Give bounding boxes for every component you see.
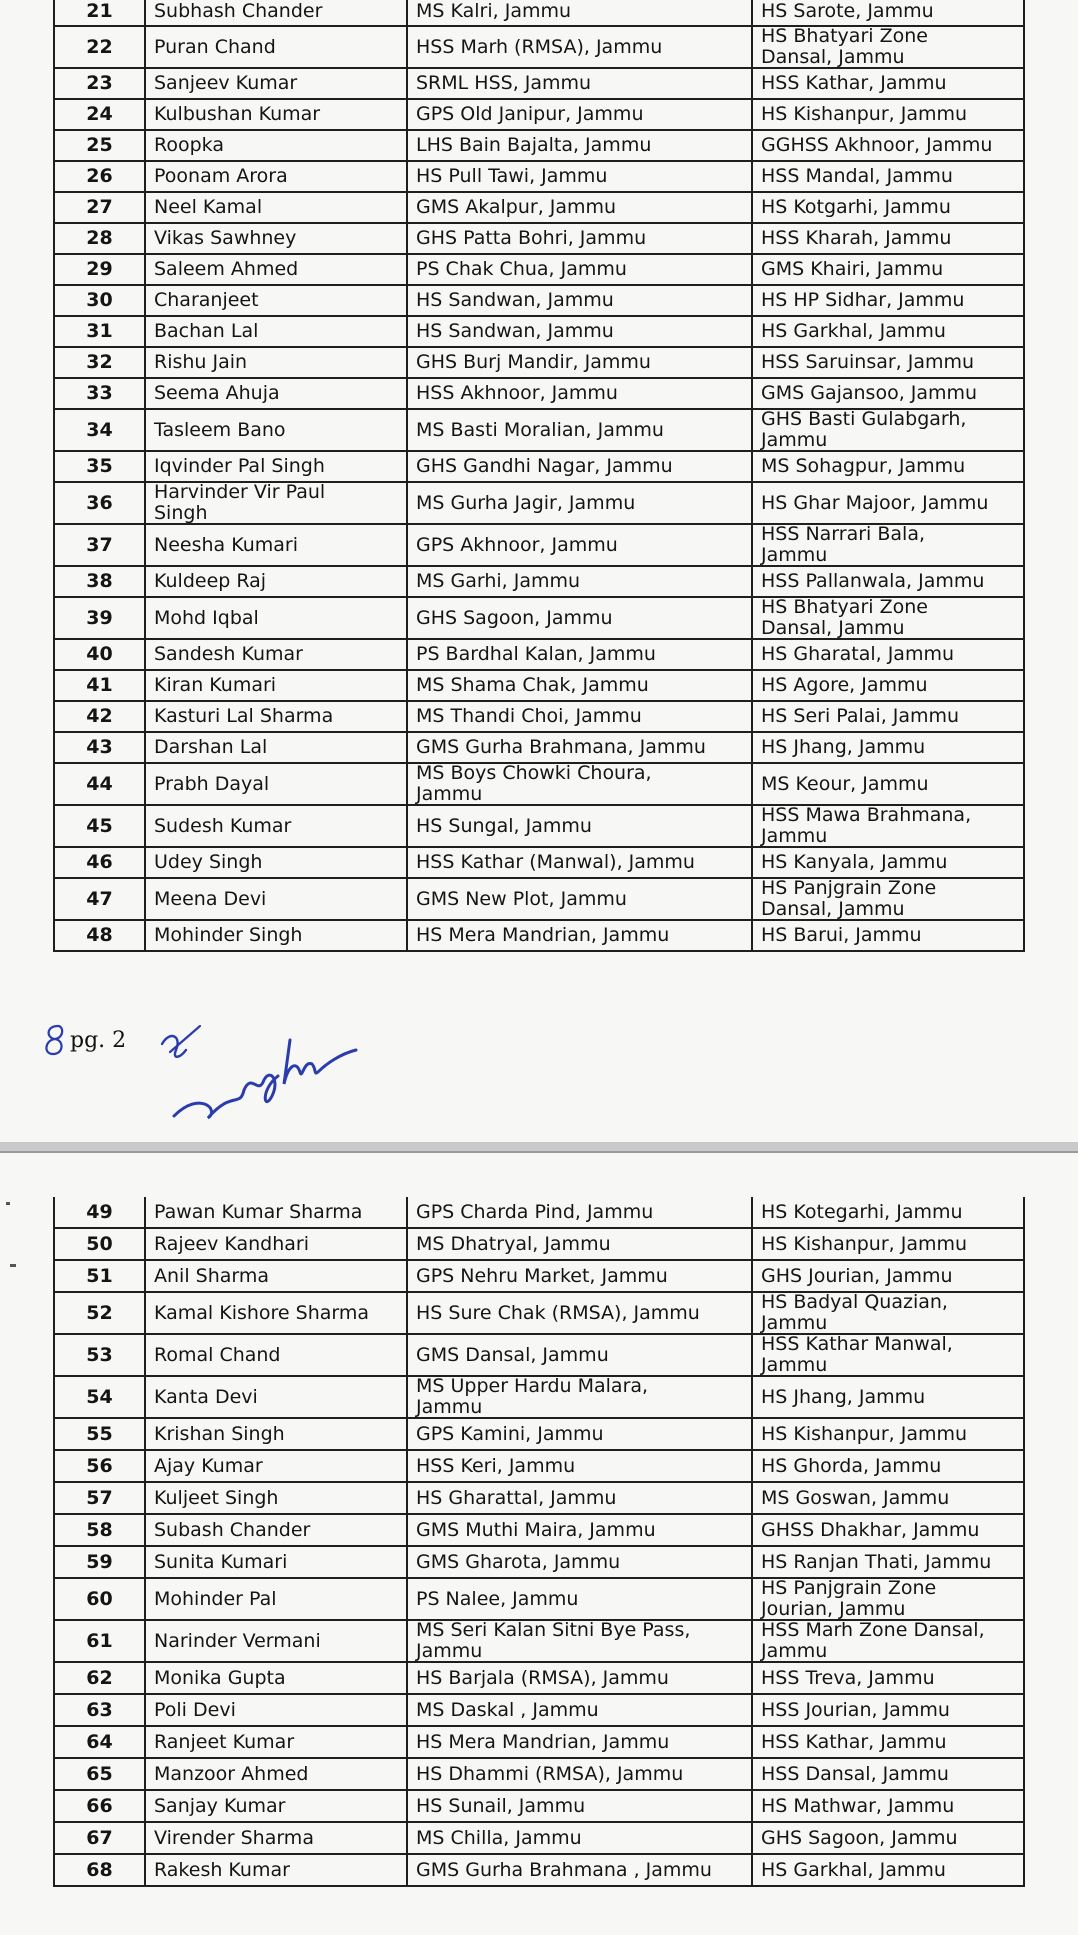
new-posting-cell: HS Ghorda, Jammu bbox=[753, 1451, 1025, 1483]
employee-name-cell: Monika Gupta bbox=[146, 1663, 408, 1695]
new-posting-cell: HSS Pallanwala, Jammu bbox=[753, 567, 1025, 598]
new-posting-cell: HS Gharatal, Jammu bbox=[753, 640, 1025, 671]
employee-name-cell: Poonam Arora bbox=[146, 162, 408, 193]
present-posting-cell: GPS Akhnoor, Jammu bbox=[408, 525, 753, 567]
employee-name-cell: Kasturi Lal Sharma bbox=[146, 702, 408, 733]
serial-number-cell: 34 bbox=[55, 410, 146, 452]
employee-name-cell: Sudesh Kumar bbox=[146, 806, 408, 848]
present-posting-cell: MS Shama Chak, Jammu bbox=[408, 671, 753, 702]
present-posting-cell: HS Mera Mandrian, Jammu bbox=[408, 1727, 753, 1759]
present-posting-cell: HS Sungal, Jammu bbox=[408, 806, 753, 848]
employee-name-cell: Prabh Dayal bbox=[146, 764, 408, 806]
scan-speck bbox=[10, 1264, 16, 1267]
page-number-text: pg. 2 bbox=[70, 1027, 127, 1053]
serial-number-cell: 31 bbox=[55, 317, 146, 348]
employee-name-cell: Sunita Kumari bbox=[146, 1547, 408, 1579]
present-posting-cell: HS Sandwan, Jammu bbox=[408, 317, 753, 348]
present-posting-cell: LHS Bain Bajalta, Jammu bbox=[408, 131, 753, 162]
employee-name-cell: Ajay Kumar bbox=[146, 1451, 408, 1483]
serial-number-cell: 53 bbox=[55, 1335, 146, 1377]
employee-name-cell: Seema Ahuja bbox=[146, 379, 408, 410]
new-posting-cell: GMS Khairi, Jammu bbox=[753, 255, 1025, 286]
present-posting-cell: MS Kalri, Jammu bbox=[408, 0, 753, 27]
serial-number-cell: 54 bbox=[55, 1377, 146, 1419]
new-posting-cell: HS Ranjan Thati, Jammu bbox=[753, 1547, 1025, 1579]
page-note bbox=[40, 1022, 126, 1058]
serial-number-cell: 51 bbox=[55, 1261, 146, 1293]
new-posting-cell: HS Kishanpur, Jammu bbox=[753, 1229, 1025, 1261]
employee-name-cell: Neesha Kumari bbox=[146, 525, 408, 567]
serial-number-cell: 33 bbox=[55, 379, 146, 410]
present-posting-cell: GMS Gurha Brahmana , Jammu bbox=[408, 1855, 753, 1887]
serial-number-cell: 66 bbox=[55, 1791, 146, 1823]
serial-number-cell: 47 bbox=[55, 879, 146, 921]
employee-name-cell: Rishu Jain bbox=[146, 348, 408, 379]
serial-number-cell: 22 bbox=[55, 27, 146, 69]
present-posting-cell: GMS New Plot, Jammu bbox=[408, 879, 753, 921]
employee-name-cell: Kulbushan Kumar bbox=[146, 100, 408, 131]
employee-name-cell: Puran Chand bbox=[146, 27, 408, 69]
employee-name-cell: Kiran Kumari bbox=[146, 671, 408, 702]
serial-number-cell: 48 bbox=[55, 921, 146, 952]
new-posting-cell: HSS Mandal, Jammu bbox=[753, 162, 1025, 193]
present-posting-cell: MS Dhatryal, Jammu bbox=[408, 1229, 753, 1261]
employee-name-cell: Romal Chand bbox=[146, 1335, 408, 1377]
employee-name-cell: Neel Kamal bbox=[146, 193, 408, 224]
serial-number-cell: 56 bbox=[55, 1451, 146, 1483]
serial-number-cell: 60 bbox=[55, 1579, 146, 1621]
present-posting-cell: GMS Muthi Maira, Jammu bbox=[408, 1515, 753, 1547]
serial-number-cell: 29 bbox=[55, 255, 146, 286]
employee-name-cell: Kuljeet Singh bbox=[146, 1483, 408, 1515]
present-posting-cell: HS Sure Chak (RMSA), Jammu bbox=[408, 1293, 753, 1335]
present-posting-cell: HSS Akhnoor, Jammu bbox=[408, 379, 753, 410]
employee-name-cell: Roopka bbox=[146, 131, 408, 162]
serial-number-cell: 39 bbox=[55, 598, 146, 640]
present-posting-cell: PS Chak Chua, Jammu bbox=[408, 255, 753, 286]
employee-name-cell: Sanjay Kumar bbox=[146, 1791, 408, 1823]
new-posting-cell: HSS Kharah, Jammu bbox=[753, 224, 1025, 255]
serial-number-cell: 46 bbox=[55, 848, 146, 879]
new-posting-cell: HS HP Sidhar, Jammu bbox=[753, 286, 1025, 317]
new-posting-cell: HSS Kathar, Jammu bbox=[753, 1727, 1025, 1759]
present-posting-cell: GPS Charda Pind, Jammu bbox=[408, 1197, 753, 1229]
employee-name-cell: Virender Sharma bbox=[146, 1823, 408, 1855]
serial-number-cell: 28 bbox=[55, 224, 146, 255]
serial-number-cell: 61 bbox=[55, 1621, 146, 1663]
employee-name-cell: Rajeev Kandhari bbox=[146, 1229, 408, 1261]
employee-name-cell: Tasleem Bano bbox=[146, 410, 408, 452]
employee-name-cell: Mohinder Pal bbox=[146, 1579, 408, 1621]
serial-number-cell: 42 bbox=[55, 702, 146, 733]
employee-name-cell: Iqvinder Pal Singh bbox=[146, 452, 408, 483]
transfer-table-top bbox=[53, 0, 1025, 952]
employee-name-cell: Manzoor Ahmed bbox=[146, 1759, 408, 1791]
serial-number-cell: 50 bbox=[55, 1229, 146, 1261]
serial-number-cell: 63 bbox=[55, 1695, 146, 1727]
new-posting-cell: HS Mathwar, Jammu bbox=[753, 1791, 1025, 1823]
present-posting-cell: PS Bardhal Kalan, Jammu bbox=[408, 640, 753, 671]
new-posting-cell: HSS Treva, Jammu bbox=[753, 1663, 1025, 1695]
new-posting-cell: HS Bhatyari Zone Dansal, Jammu bbox=[753, 598, 1025, 640]
serial-number-cell: 57 bbox=[55, 1483, 146, 1515]
employee-name-cell: Saleem Ahmed bbox=[146, 255, 408, 286]
serial-number-cell: 27 bbox=[55, 193, 146, 224]
new-posting-cell: HS Jhang, Jammu bbox=[753, 733, 1025, 764]
new-posting-cell: MS Sohagpur, Jammu bbox=[753, 452, 1025, 483]
present-posting-cell: HS Sunail, Jammu bbox=[408, 1791, 753, 1823]
present-posting-cell: GHS Gandhi Nagar, Jammu bbox=[408, 452, 753, 483]
serial-number-cell: 36 bbox=[55, 483, 146, 525]
present-posting-cell: MS Thandi Choi, Jammu bbox=[408, 702, 753, 733]
serial-number-cell: 24 bbox=[55, 100, 146, 131]
present-posting-cell: MS Basti Moralian, Jammu bbox=[408, 410, 753, 452]
new-posting-cell: HS Sarote, Jammu bbox=[753, 0, 1025, 27]
new-posting-cell: HSS Marh Zone Dansal, Jammu bbox=[753, 1621, 1025, 1663]
present-posting-cell: MS Chilla, Jammu bbox=[408, 1823, 753, 1855]
employee-name-cell: Mohinder Singh bbox=[146, 921, 408, 952]
employee-name-cell: Poli Devi bbox=[146, 1695, 408, 1727]
new-posting-cell: HS Jhang, Jammu bbox=[753, 1377, 1025, 1419]
present-posting-cell: GPS Kamini, Jammu bbox=[408, 1419, 753, 1451]
employee-name-cell: Anil Sharma bbox=[146, 1261, 408, 1293]
employee-name-cell: Vikas Sawhney bbox=[146, 224, 408, 255]
present-posting-cell: GPS Nehru Market, Jammu bbox=[408, 1261, 753, 1293]
employee-name-cell: Mohd Iqbal bbox=[146, 598, 408, 640]
serial-number-cell: 21 bbox=[55, 0, 146, 27]
new-posting-cell: HS Kishanpur, Jammu bbox=[753, 100, 1025, 131]
new-posting-cell: HS Kanyala, Jammu bbox=[753, 848, 1025, 879]
serial-number-cell: 44 bbox=[55, 764, 146, 806]
new-posting-cell: HSS Dansal, Jammu bbox=[753, 1759, 1025, 1791]
serial-number-cell: 59 bbox=[55, 1547, 146, 1579]
new-posting-cell: HSS Narrari Bala, Jammu bbox=[753, 525, 1025, 567]
serial-number-cell: 30 bbox=[55, 286, 146, 317]
present-posting-cell: GMS Gurha Brahmana, Jammu bbox=[408, 733, 753, 764]
serial-number-cell: 52 bbox=[55, 1293, 146, 1335]
new-posting-cell: HSS Kathar Manwal, Jammu bbox=[753, 1335, 1025, 1377]
serial-number-cell: 25 bbox=[55, 131, 146, 162]
new-posting-cell: HS Badyal Quazian, Jammu bbox=[753, 1293, 1025, 1335]
present-posting-cell: PS Nalee, Jammu bbox=[408, 1579, 753, 1621]
new-posting-cell: HS Garkhal, Jammu bbox=[753, 317, 1025, 348]
new-posting-cell: GHSS Dhakhar, Jammu bbox=[753, 1515, 1025, 1547]
new-posting-cell: HSS Kathar, Jammu bbox=[753, 69, 1025, 100]
serial-number-cell: 41 bbox=[55, 671, 146, 702]
new-posting-cell: GGHSS Akhnoor, Jammu bbox=[753, 131, 1025, 162]
new-posting-cell: GMS Gajansoo, Jammu bbox=[753, 379, 1025, 410]
employee-name-cell: Harvinder Vir Paul Singh bbox=[146, 483, 408, 525]
serial-number-cell: 58 bbox=[55, 1515, 146, 1547]
serial-number-cell: 40 bbox=[55, 640, 146, 671]
employee-name-cell: Kuldeep Raj bbox=[146, 567, 408, 598]
present-posting-cell: MS Boys Chowki Choura, Jammu bbox=[408, 764, 753, 806]
document-page-bottom bbox=[0, 1151, 1078, 1935]
new-posting-cell: HS Bhatyari Zone Dansal, Jammu bbox=[753, 27, 1025, 69]
new-posting-cell: MS Goswan, Jammu bbox=[753, 1483, 1025, 1515]
serial-number-cell: 35 bbox=[55, 452, 146, 483]
serial-number-cell: 23 bbox=[55, 69, 146, 100]
new-posting-cell: HS Barui, Jammu bbox=[753, 921, 1025, 952]
serial-number-cell: 37 bbox=[55, 525, 146, 567]
serial-number-cell: 64 bbox=[55, 1727, 146, 1759]
serial-number-cell: 45 bbox=[55, 806, 146, 848]
serial-number-cell: 43 bbox=[55, 733, 146, 764]
employee-name-cell: Ranjeet Kumar bbox=[146, 1727, 408, 1759]
employee-name-cell: Sanjeev Kumar bbox=[146, 69, 408, 100]
present-posting-cell: GHS Patta Bohri, Jammu bbox=[408, 224, 753, 255]
present-posting-cell: HSS Keri, Jammu bbox=[408, 1451, 753, 1483]
present-posting-cell: HS Barjala (RMSA), Jammu bbox=[408, 1663, 753, 1695]
employee-name-cell: Rakesh Kumar bbox=[146, 1855, 408, 1887]
employee-name-cell: Subash Chander bbox=[146, 1515, 408, 1547]
present-posting-cell: MS Garhi, Jammu bbox=[408, 567, 753, 598]
employee-name-cell: Charanjeet bbox=[146, 286, 408, 317]
present-posting-cell: HS Pull Tawi, Jammu bbox=[408, 162, 753, 193]
new-posting-cell: HS Kotgarhi, Jammu bbox=[753, 193, 1025, 224]
new-posting-cell: HS Agore, Jammu bbox=[753, 671, 1025, 702]
present-posting-cell: GMS Gharota, Jammu bbox=[408, 1547, 753, 1579]
employee-name-cell: Udey Singh bbox=[146, 848, 408, 879]
new-posting-cell: GHS Jourian, Jammu bbox=[753, 1261, 1025, 1293]
serial-number-cell: 67 bbox=[55, 1823, 146, 1855]
present-posting-cell: MS Daskal , Jammu bbox=[408, 1695, 753, 1727]
employee-name-cell: Bachan Lal bbox=[146, 317, 408, 348]
employee-name-cell: Meena Devi bbox=[146, 879, 408, 921]
new-posting-cell: HSS Jourian, Jammu bbox=[753, 1695, 1025, 1727]
transfer-table-bottom bbox=[53, 1197, 1025, 1887]
serial-number-cell: 49 bbox=[55, 1197, 146, 1229]
serial-number-cell: 62 bbox=[55, 1663, 146, 1695]
present-posting-cell: HS Sandwan, Jammu bbox=[408, 286, 753, 317]
present-posting-cell: GMS Akalpur, Jammu bbox=[408, 193, 753, 224]
new-posting-cell: HS Ghar Majoor, Jammu bbox=[753, 483, 1025, 525]
employee-name-cell: Narinder Vermani bbox=[146, 1621, 408, 1663]
employee-name-cell: Pawan Kumar Sharma bbox=[146, 1197, 408, 1229]
employee-name-cell: Darshan Lal bbox=[146, 733, 408, 764]
page-gap bbox=[0, 1142, 1078, 1151]
new-posting-cell: MS Keour, Jammu bbox=[753, 764, 1025, 806]
present-posting-cell: HS Dhammi (RMSA), Jammu bbox=[408, 1759, 753, 1791]
present-posting-cell: HSS Marh (RMSA), Jammu bbox=[408, 27, 753, 69]
employee-name-cell: Kanta Devi bbox=[146, 1377, 408, 1419]
present-posting-cell: GHS Sagoon, Jammu bbox=[408, 598, 753, 640]
new-posting-cell: GHS Basti Gulabgarh, Jammu bbox=[753, 410, 1025, 452]
handwritten-signatures bbox=[160, 1020, 420, 1140]
present-posting-cell: MS Upper Hardu Malara, Jammu bbox=[408, 1377, 753, 1419]
new-posting-cell: HSS Mawa Brahmana, Jammu bbox=[753, 806, 1025, 848]
scan-speck bbox=[6, 1202, 10, 1205]
serial-number-cell: 32 bbox=[55, 348, 146, 379]
new-posting-cell: HS Garkhal, Jammu bbox=[753, 1855, 1025, 1887]
employee-name-cell: Krishan Singh bbox=[146, 1419, 408, 1451]
present-posting-cell: HSS Kathar (Manwal), Jammu bbox=[408, 848, 753, 879]
present-posting-cell: GMS Dansal, Jammu bbox=[408, 1335, 753, 1377]
employee-name-cell: Sandesh Kumar bbox=[146, 640, 408, 671]
new-posting-cell: GHS Sagoon, Jammu bbox=[753, 1823, 1025, 1855]
new-posting-cell: HS Kotegarhi, Jammu bbox=[753, 1197, 1025, 1229]
present-posting-cell: GHS Burj Mandir, Jammu bbox=[408, 348, 753, 379]
serial-number-cell: 26 bbox=[55, 162, 146, 193]
new-posting-cell: HS Kishanpur, Jammu bbox=[753, 1419, 1025, 1451]
present-posting-cell: GPS Old Janipur, Jammu bbox=[408, 100, 753, 131]
present-posting-cell: HS Gharattal, Jammu bbox=[408, 1483, 753, 1515]
present-posting-cell: MS Seri Kalan Sitni Bye Pass, Jammu bbox=[408, 1621, 753, 1663]
employee-name-cell: Kamal Kishore Sharma bbox=[146, 1293, 408, 1335]
present-posting-cell: MS Gurha Jagir, Jammu bbox=[408, 483, 753, 525]
serial-number-cell: 65 bbox=[55, 1759, 146, 1791]
new-posting-cell: HS Seri Palai, Jammu bbox=[753, 702, 1025, 733]
employee-name-cell: Subhash Chander bbox=[146, 0, 408, 27]
serial-number-cell: 68 bbox=[55, 1855, 146, 1887]
new-posting-cell: HSS Saruinsar, Jammu bbox=[753, 348, 1025, 379]
present-posting-cell: SRML HSS, Jammu bbox=[408, 69, 753, 100]
present-posting-cell: HS Mera Mandrian, Jammu bbox=[408, 921, 753, 952]
serial-number-cell: 38 bbox=[55, 567, 146, 598]
new-posting-cell: HS Panjgrain Zone Jourian, Jammu bbox=[753, 1579, 1025, 1621]
handwritten-initial-mark bbox=[40, 1022, 70, 1058]
new-posting-cell: HS Panjgrain Zone Dansal, Jammu bbox=[753, 879, 1025, 921]
serial-number-cell: 55 bbox=[55, 1419, 146, 1451]
